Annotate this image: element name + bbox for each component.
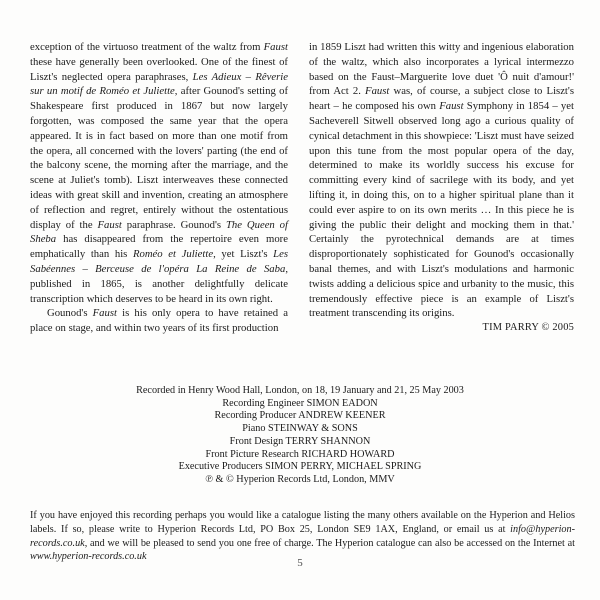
- body-paragraph-2: Gounod's Faust is his only opera to have retained a place on stage, and within two years of its first production: [30, 307, 288, 335]
- credit-line-producer: Recording Producer ANDREW KEENER: [214, 410, 386, 422]
- left-column: [30, 40, 288, 336]
- credit-line-engineer: Recording Engineer SIMON EADON: [222, 397, 378, 409]
- credit-line-picture-research: Front Picture Research RICHARD HOWARD: [205, 448, 395, 460]
- credit-line-piano: Piano STEINWAY & SONS: [242, 423, 358, 435]
- recording-credits: [0, 385, 600, 487]
- catalogue-note: If you have enjoyed this recording perhaps you would like a catalogue listing the many others available on the Hyperion and Helios labels. If so, please write to Hyperion Records Ltd, PO Box 25, London SE9 1AX, England, or email us at info@hyperion-records.co.uk, and we will be pleased to send you one free of charge. The Hyperion catalogue can also be accessed on the Internet at www.hyperion-records.co.uk: [30, 510, 575, 563]
- right-column: [309, 40, 574, 336]
- body-paragraph-3: in 1859 Liszt had written this witty and ingenious elaboration of the waltz, which also incorporates a lyrical intermezzo based on the Faust–Marguerite love duet 'Ô nuit d'amour!' from Act 2. Faust was, of course, a subject close to Liszt's heart – he composed his own Faust Symphony in 1854 – yet Sacheverell Sitwell observed long ago a curious quality of cynical detachment in this showpiece: 'Liszt must have seized upon this tune from the most popular opera of the day, determined to make its worldly success his excuse for committing every kind of sacrilege with its body, and yet lifting it, in doing this, on to a higher spiritual plane than it could ever aspire to on its own merits … In this piece he is giving the public their delight and mocking them in that.' Certainly the pyrotechnical demands are at times disproportionately sophisticated for Gounod's occasionally banal themes, and with Liszt's modulations and harmonic twists adding a delicious spice and urbanity to the music, this tremendously effective piece is an example of Liszt's treatment transcending its origins.: [309, 41, 574, 320]
- credit-line-executive-producers: Executive Producers SIMON PERRY, MICHAEL SPRING: [178, 461, 422, 473]
- page-number: 5: [297, 557, 303, 569]
- credit-line-copyright: ℗ & © Hyperion Records Ltd, London, MMV: [205, 473, 395, 485]
- body-paragraph-1: exception of the virtuoso treatment of the waltz from Faust these have generally been overlooked. One of the finest of Liszt's neglected opera paraphrases, Les Adieux – Rêverie sur un motif de Roméo et Juliette, after Gounod's setting of Shakespeare first produced in 1867 but now largely forgotten, was composed the same year that the opera appeared. It is in fact based on more than one motif from the opera, all concerned with the lovers' parting (the end of the balcony scene, the morning after the marriage, and the scene at Juliet's tomb). Liszt interweaves these connected ideas with great skill and invention, creating an atmosphere of reflection and regret, entirely without the ostentatious display of the Faust paraphrase. Gounod's The Queen of Sheba has disappeared from the repertoire even more emphatically than his Roméo et Juliette, yet Liszt's Les Sabéennes – Berceuse de l'opéra La Reine de Saba, published in 1865, is another delightfully delicate transcription which deserves to be heard in its own right.: [30, 41, 289, 305]
- credit-line-front-design: Front Design TERRY SHANNON: [229, 435, 371, 447]
- author-credit: TIM PARRY © 2005: [482, 322, 574, 334]
- credit-line-recorded: Recorded in Henry Wood Hall, London, on 18, 19 January and 21, 25 May 2003: [136, 385, 464, 396]
